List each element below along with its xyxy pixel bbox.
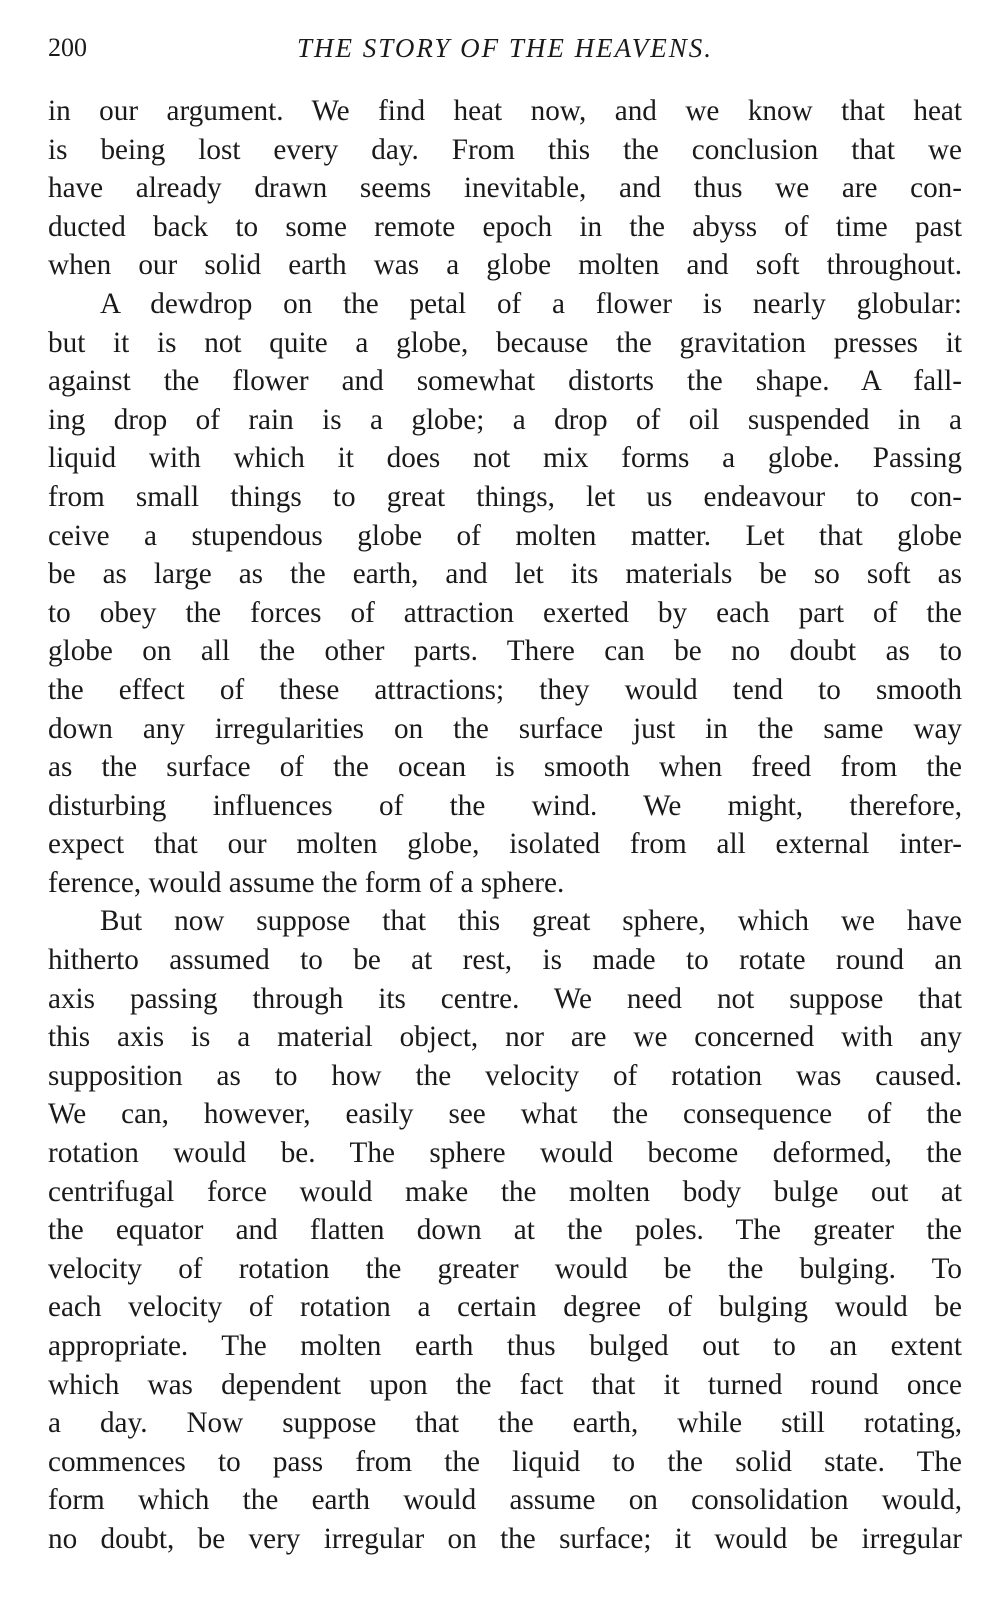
text-line: have already drawn seems inevitable, and thus we are con- [48, 172, 962, 205]
text-line: ing drop of rain is a globe; a drop of oil suspended in a [48, 403, 962, 436]
paragraph [48, 92, 962, 285]
text-line: A dewdrop on the petal of a flower is nearly globular: [100, 287, 962, 320]
text-line: against the flower and somewhat distorts the shape. A fall- [48, 365, 962, 398]
text-line: as the surface of the ocean is smooth when freed from the [48, 751, 962, 784]
text-line: globe on all the other parts. There can be no doubt as to [48, 635, 962, 668]
paragraph [48, 902, 962, 1558]
text-line: ducted back to some remote epoch in the abyss of time past [48, 210, 962, 243]
running-title: THE STORY OF THE HEAVENS. [297, 33, 713, 63]
text-line: be as large as the earth, and let its materials be so soft as [48, 558, 962, 591]
text-line: is being lost every day. From this the conclusion that we [48, 133, 962, 166]
text-line: ference, would assume the form of a sphere. [48, 866, 565, 899]
text-line: no doubt, be very irregular on the surface; it would be irregular [48, 1522, 962, 1555]
running-head [48, 28, 962, 68]
text-line: velocity of rotation the greater would be the bulging. To [48, 1252, 962, 1285]
text-line: appropriate. The molten earth thus bulged out to an extent [48, 1330, 962, 1362]
text-line: centrifugal force would make the molten body bulge out at [48, 1175, 962, 1208]
text-line: commences to pass from the liquid to the solid state. The [48, 1445, 962, 1478]
text-line: when our solid earth was a globe molten and soft throughout. [48, 249, 962, 282]
page-body [48, 92, 962, 1559]
text-line: hitherto assumed to be at rest, is made to rotate round an [48, 944, 962, 977]
text-line: a day. Now suppose that the earth, while still rotating, [48, 1407, 962, 1440]
text-line: down any irregularities on the surface just in the same way [48, 712, 962, 745]
text-line: liquid with which it does not mix forms a globe. Passing [48, 442, 962, 475]
page-number: 200 [48, 33, 87, 62]
text-line: But now suppose that this great sphere, which we have [100, 905, 962, 938]
text-line: axis passing through its centre. We need not suppose that [48, 982, 962, 1015]
text-line: but it is not quite a globe, because the gravitation presses it [48, 326, 962, 359]
text-line: form which the earth would assume on consolidation would, [48, 1484, 962, 1517]
text-line: expect that our molten globe, isolated from all external inter- [48, 828, 962, 861]
text-line: ceive a stupendous globe of molten matter. Let that globe [48, 519, 962, 552]
text-line: which was dependent upon the fact that it turned round once [48, 1368, 962, 1401]
paragraph [48, 285, 962, 903]
book-page [48, 28, 962, 1559]
text-line: the equator and flatten down at the poles. The greater the [48, 1214, 962, 1247]
text-line: disturbing influences of the wind. We might, therefore, [48, 789, 962, 822]
text-line: to obey the forces of attraction exerted by each part of the [48, 596, 962, 629]
text-line: from small things to great things, let us endeavour to con- [48, 480, 962, 513]
text-line: each velocity of rotation a certain degree of bulging would be [48, 1291, 962, 1324]
text-line: this axis is a material object, nor are we concerned with any [48, 1021, 962, 1054]
text-line: supposition as to how the velocity of rotation was caused. [48, 1059, 962, 1092]
text-line: in our argument. We find heat now, and we know that heat [48, 95, 962, 127]
text-line: rotation would be. The sphere would become deformed, the [48, 1137, 962, 1170]
text-line: We can, however, easily see what the consequence of the [48, 1098, 962, 1131]
text-line: the effect of these attractions; they would tend to smooth [48, 673, 962, 706]
